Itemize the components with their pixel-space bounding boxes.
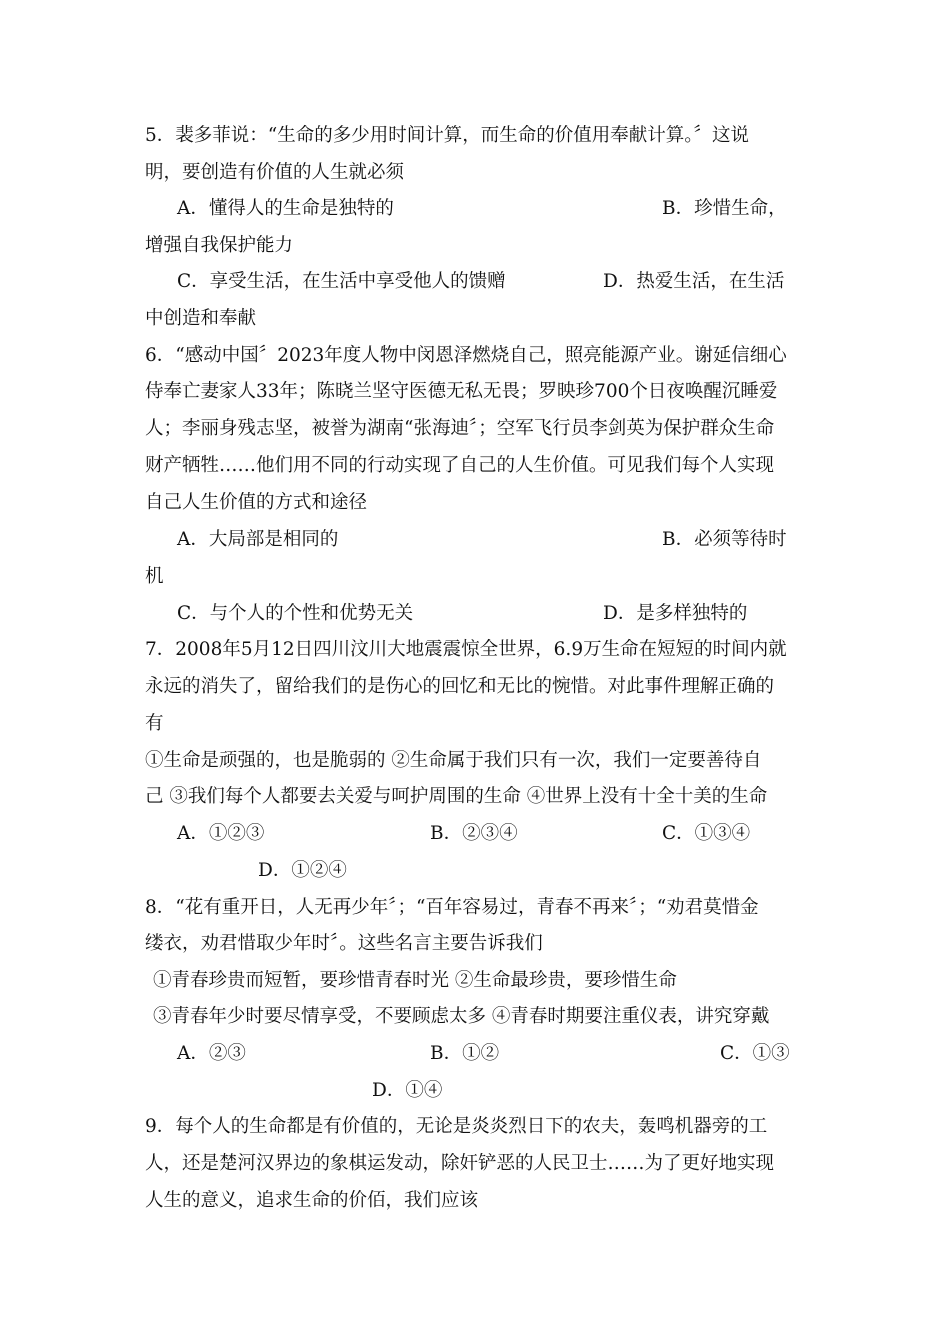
question-stem-line: 人生的意义，追求生命的价佰，我们应该 (145, 1190, 479, 1211)
option-c: C．①③④ (662, 823, 751, 844)
option-b: B．①② (430, 1043, 500, 1064)
option-a: A．懂得人的生命是独特的 (177, 198, 394, 219)
question-stem-line: 人，还是楚河汉界边的象棋运发动，除奸铲恶的人民卫士……为了更好地实现 (145, 1153, 775, 1174)
question-stem-line: 7．2008年5月12日四川汶川大地震震惊全世界，6.9万生命在短短的时间内就 (145, 639, 787, 660)
option-b-continued: 增强自我保护能力 (145, 235, 294, 256)
question-stem-line: 财产牺牲……他们用不同的行动实现了自己的人生价值。可见我们每个人实现 (145, 455, 775, 476)
option-a: A．②③ (177, 1043, 246, 1064)
statement-line: 己 ③我们每个人都要去关爱与呵护周围的生命 ④世界上没有十全十美的生命 (145, 786, 768, 807)
option-b: B．②③④ (430, 823, 518, 844)
question-stem-line: 8．“花有重开日，人无再少年〞；“百年容易过，青春不再来〞；“劝君莫惜金 (145, 897, 759, 918)
question-stem-line: 6．“感动中国〞2023年度人物中闵恩泽燃烧自己，照亮能源产业。谢延信细心 (145, 345, 787, 366)
question-stem-line: 9．每个人的生命都是有价值的，无论是炎炎烈日下的农夫，轰鸣机器旁的工 (145, 1116, 768, 1137)
option-b-continued: 机 (145, 566, 164, 587)
question-stem-line: 人；李丽身残志坚，被誉为湖南“张海迪〞；空军飞行员李剑英为保护群众生命 (145, 418, 775, 439)
statement-line: ①生命是顽强的，也是脆弱的 ②生命属于我们只有一次，我们一定要善待自 (145, 750, 762, 771)
option-a: A．大局部是相同的 (177, 529, 339, 550)
option-d: D．是多样独特的 (603, 603, 748, 624)
question-stem-line: 自己人生价值的方式和途径 (145, 492, 368, 513)
statement-line: ①青春珍贵而短暂，要珍惜青春时光 ②生命最珍贵，要珍惜生命 (153, 970, 677, 991)
option-c: C．享受生活，在生活中享受他人的馈赠 (177, 271, 506, 292)
option-b: B．珍惜生命， (662, 198, 787, 219)
option-d: D．①④ (372, 1080, 443, 1101)
option-c: C．①③ (720, 1043, 790, 1064)
question-stem-line: 永远的消失了，留给我们的是伤心的回忆和无比的惋惜。对此事件理解正确的 (145, 676, 775, 697)
question-stem-line: 有 (145, 713, 164, 734)
question-stem-line: 明，要创造有价值的人生就必须 (145, 162, 405, 183)
option-d-continued: 中创造和奉献 (145, 308, 257, 329)
option-d: D．①②④ (258, 860, 347, 881)
option-c: C．与个人的个性和优势无关 (177, 603, 414, 624)
question-stem-line: 缕衣，劝君惜取少年时〞。这些名言主要告诉我们 (145, 933, 543, 954)
option-a: A．①②③ (177, 823, 265, 844)
question-stem-line: 5．裴多菲说：“生命的多少用时间计算，而生命的价值用奉献计算。〞这说 (145, 125, 749, 146)
option-b: B．必须等待时 (662, 529, 787, 550)
statement-line: ③青春年少时要尽情享受，不要顾虑太多 ④青春时期要注重仪表，讲究穿戴 (153, 1006, 770, 1027)
question-stem-line: 侍奉亡妻家人33年；陈晓兰坚守医德无私无畏；罗映珍700个日夜唤醒沉睡爱 (145, 381, 778, 402)
option-d: D．热爱生活，在生活 (603, 271, 785, 292)
